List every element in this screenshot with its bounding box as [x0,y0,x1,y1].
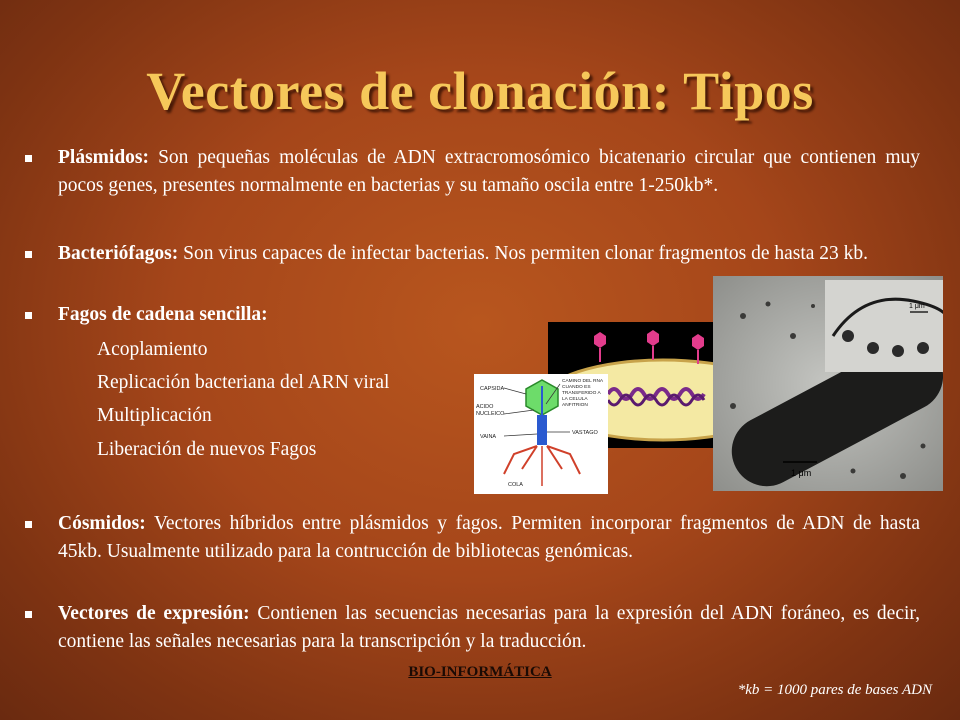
bullet-text: Vectores híbridos entre plásmidos y fagos. Permiten incorporar fragmentos de ADN de hasta 45kb. Usualmente utilizado para la contrucción de bibliotecas genómicas. [58,513,920,562]
micrograph-inset-scale: 1 μm [909,303,925,310]
label-camino-2: CUANDO ES [562,385,591,390]
bullet-label: Cósmidos: [58,513,146,534]
step-item: Liberación de nuevos Fagos [97,439,317,460]
label-camino-5: ANFITRION [562,403,588,408]
bullet-marker [25,611,32,618]
label-cola: COLA [508,482,523,488]
micrograph-image [713,276,943,491]
bullet-fagos-cadena-sencilla [58,301,478,329]
bullet-label: Vectores de expresión: [58,603,250,624]
micrograph-scale: 1 μm [791,468,812,478]
slide-title: Vectores de clonación: Tipos [146,61,814,121]
phage-structure-diagram [474,374,608,494]
label-vastago: VASTAGO [572,430,598,436]
bullet-marker [25,312,32,319]
bullet-label: Fagos de cadena sencilla: [58,304,268,325]
step-item: Multiplicación [97,405,212,426]
label-vaina: VAINA [480,434,497,440]
bullet-plasmidos [58,144,920,200]
label-capsida: CAPSIDA [480,386,505,392]
label-camino-1: CAMINO DEL RNA [562,379,604,384]
label-acido: ACIDO [476,404,494,410]
bullet-bacteriofagos [58,240,920,268]
bullet-marker [25,155,32,162]
phage-illustration [474,374,608,494]
step-item: Replicación bacteriana del ARN viral [97,372,390,393]
label-nucleico: NUCLEICO [476,411,505,417]
bullet-marker [25,251,32,258]
bullet-cosmidos [58,510,920,566]
bullet-label: Bacteriófagos: [58,243,179,264]
bullet-label: Plásmidos: [58,147,150,168]
electron-micrograph [713,276,943,491]
footer-course-label: BIO-INFORMÁTICA [408,664,552,680]
bullet-marker [25,521,32,528]
bullet-text: Son pequeñas moléculas de ADN extracromosómico bicatenario circular que contienen muy pocos genes, presentes normalmente en bacterias y su tamaño oscila entre 1-250kb*. [58,147,920,196]
bullet-text: Contienen las secuencias necesarias para la expresión del ADN foráneo, es decir, contiene las señales necesarias para la transcripción y la traducción. [58,603,920,652]
footnote-kb: *kb = 1000 pares de bases ADN [737,682,932,698]
label-camino-4: LA CELULA [562,397,588,402]
bullet-vectores-expresion [58,600,920,656]
step-item: Acoplamiento [97,339,208,360]
label-camino-3: TRANSFERIDO A [562,391,601,396]
bullet-text: Son virus capaces de infectar bacterias. Nos permiten clonar fragmentos de hasta 23 kb. [178,243,869,264]
